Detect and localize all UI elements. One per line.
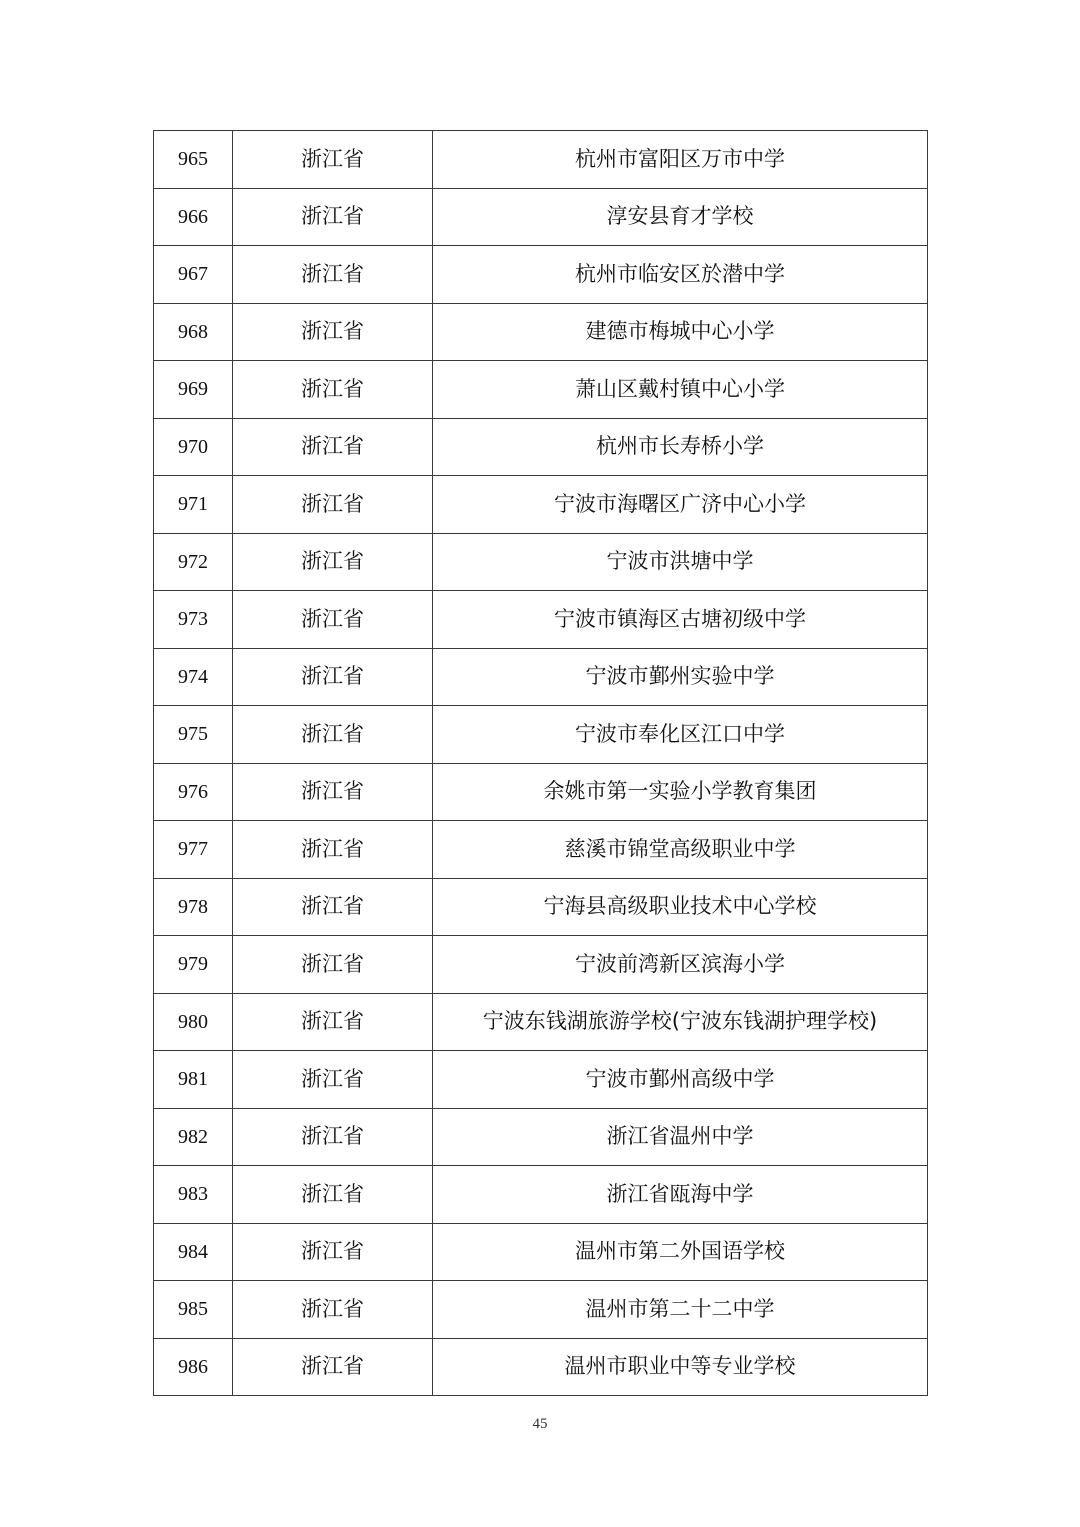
table-row: [154, 1051, 928, 1109]
province-cell: 浙江省: [233, 706, 433, 764]
province-cell: 浙江省: [233, 1338, 433, 1396]
province-cell: 浙江省: [233, 1166, 433, 1224]
table-row: [154, 361, 928, 419]
row-number-cell: 974: [154, 648, 233, 706]
row-number-cell: 975: [154, 706, 233, 764]
table-row: [154, 1338, 928, 1396]
province-cell: 浙江省: [233, 303, 433, 361]
row-number-cell: 976: [154, 763, 233, 821]
school-name-cell: 宁波市洪塘中学: [433, 533, 928, 591]
school-name-cell: 建德市梅城中心小学: [433, 303, 928, 361]
province-cell: 浙江省: [233, 533, 433, 591]
row-number-cell: 969: [154, 361, 233, 419]
province-cell: 浙江省: [233, 1108, 433, 1166]
row-number-cell: 986: [154, 1338, 233, 1396]
school-name-cell: 杭州市长寿桥小学: [433, 418, 928, 476]
school-list-table-body: [154, 131, 928, 1396]
school-name-cell: 温州市第二外国语学校: [433, 1223, 928, 1281]
table-row: [154, 1223, 928, 1281]
school-name-cell: 萧山区戴村镇中心小学: [433, 361, 928, 419]
table-row: [154, 936, 928, 994]
row-number-cell: 981: [154, 1051, 233, 1109]
school-name-cell: 宁波市奉化区江口中学: [433, 706, 928, 764]
row-number-cell: 967: [154, 246, 233, 304]
row-number-cell: 985: [154, 1281, 233, 1339]
table-row: [154, 476, 928, 534]
school-name-cell: 余姚市第一实验小学教育集团: [433, 763, 928, 821]
province-cell: 浙江省: [233, 648, 433, 706]
table-row: [154, 188, 928, 246]
row-number-cell: 973: [154, 591, 233, 649]
table-row: [154, 993, 928, 1051]
row-number-cell: 972: [154, 533, 233, 591]
row-number-cell: 979: [154, 936, 233, 994]
table-row: [154, 1166, 928, 1224]
row-number-cell: 984: [154, 1223, 233, 1281]
school-name-cell: 淳安县育才学校: [433, 188, 928, 246]
province-cell: 浙江省: [233, 1223, 433, 1281]
school-name-cell: 温州市职业中等专业学校: [433, 1338, 928, 1396]
province-cell: 浙江省: [233, 878, 433, 936]
school-name-cell: 浙江省瓯海中学: [433, 1166, 928, 1224]
province-cell: 浙江省: [233, 936, 433, 994]
row-number-cell: 965: [154, 131, 233, 189]
table-row: [154, 533, 928, 591]
row-number-cell: 970: [154, 418, 233, 476]
table-row: [154, 131, 928, 189]
province-cell: 浙江省: [233, 361, 433, 419]
table-row: [154, 418, 928, 476]
table-row: [154, 591, 928, 649]
school-name-cell: 宁波市鄞州实验中学: [433, 648, 928, 706]
school-name-cell: 温州市第二十二中学: [433, 1281, 928, 1339]
row-number-cell: 983: [154, 1166, 233, 1224]
school-name-cell: 宁波前湾新区滨海小学: [433, 936, 928, 994]
school-list-table: [153, 130, 928, 1396]
province-cell: 浙江省: [233, 476, 433, 534]
province-cell: 浙江省: [233, 246, 433, 304]
row-number-cell: 966: [154, 188, 233, 246]
school-name-cell: 浙江省温州中学: [433, 1108, 928, 1166]
table-row: [154, 763, 928, 821]
school-name-cell: 宁波市鄞州高级中学: [433, 1051, 928, 1109]
province-cell: 浙江省: [233, 821, 433, 879]
row-number-cell: 968: [154, 303, 233, 361]
province-cell: 浙江省: [233, 763, 433, 821]
row-number-cell: 978: [154, 878, 233, 936]
table-row: [154, 706, 928, 764]
school-name-cell: 宁波东钱湖旅游学校(宁波东钱湖护理学校): [433, 993, 928, 1051]
school-name-cell: 宁波市镇海区古塘初级中学: [433, 591, 928, 649]
table-row: [154, 1108, 928, 1166]
table-row: [154, 1281, 928, 1339]
table-row: [154, 303, 928, 361]
table-row: [154, 878, 928, 936]
school-name-cell: 宁波市海曙区广济中心小学: [433, 476, 928, 534]
province-cell: 浙江省: [233, 131, 433, 189]
table-row: [154, 648, 928, 706]
province-cell: 浙江省: [233, 1051, 433, 1109]
province-cell: 浙江省: [233, 418, 433, 476]
province-cell: 浙江省: [233, 1281, 433, 1339]
school-name-cell: 杭州市富阳区万市中学: [433, 131, 928, 189]
table-row: [154, 821, 928, 879]
school-name-cell: 杭州市临安区於潜中学: [433, 246, 928, 304]
row-number-cell: 977: [154, 821, 233, 879]
table-row: [154, 246, 928, 304]
province-cell: 浙江省: [233, 993, 433, 1051]
page-number: 45: [532, 1416, 548, 1432]
school-name-cell: 慈溪市锦堂高级职业中学: [433, 821, 928, 879]
row-number-cell: 971: [154, 476, 233, 534]
row-number-cell: 982: [154, 1108, 233, 1166]
province-cell: 浙江省: [233, 188, 433, 246]
province-cell: 浙江省: [233, 591, 433, 649]
school-name-cell: 宁海县高级职业技术中心学校: [433, 878, 928, 936]
row-number-cell: 980: [154, 993, 233, 1051]
